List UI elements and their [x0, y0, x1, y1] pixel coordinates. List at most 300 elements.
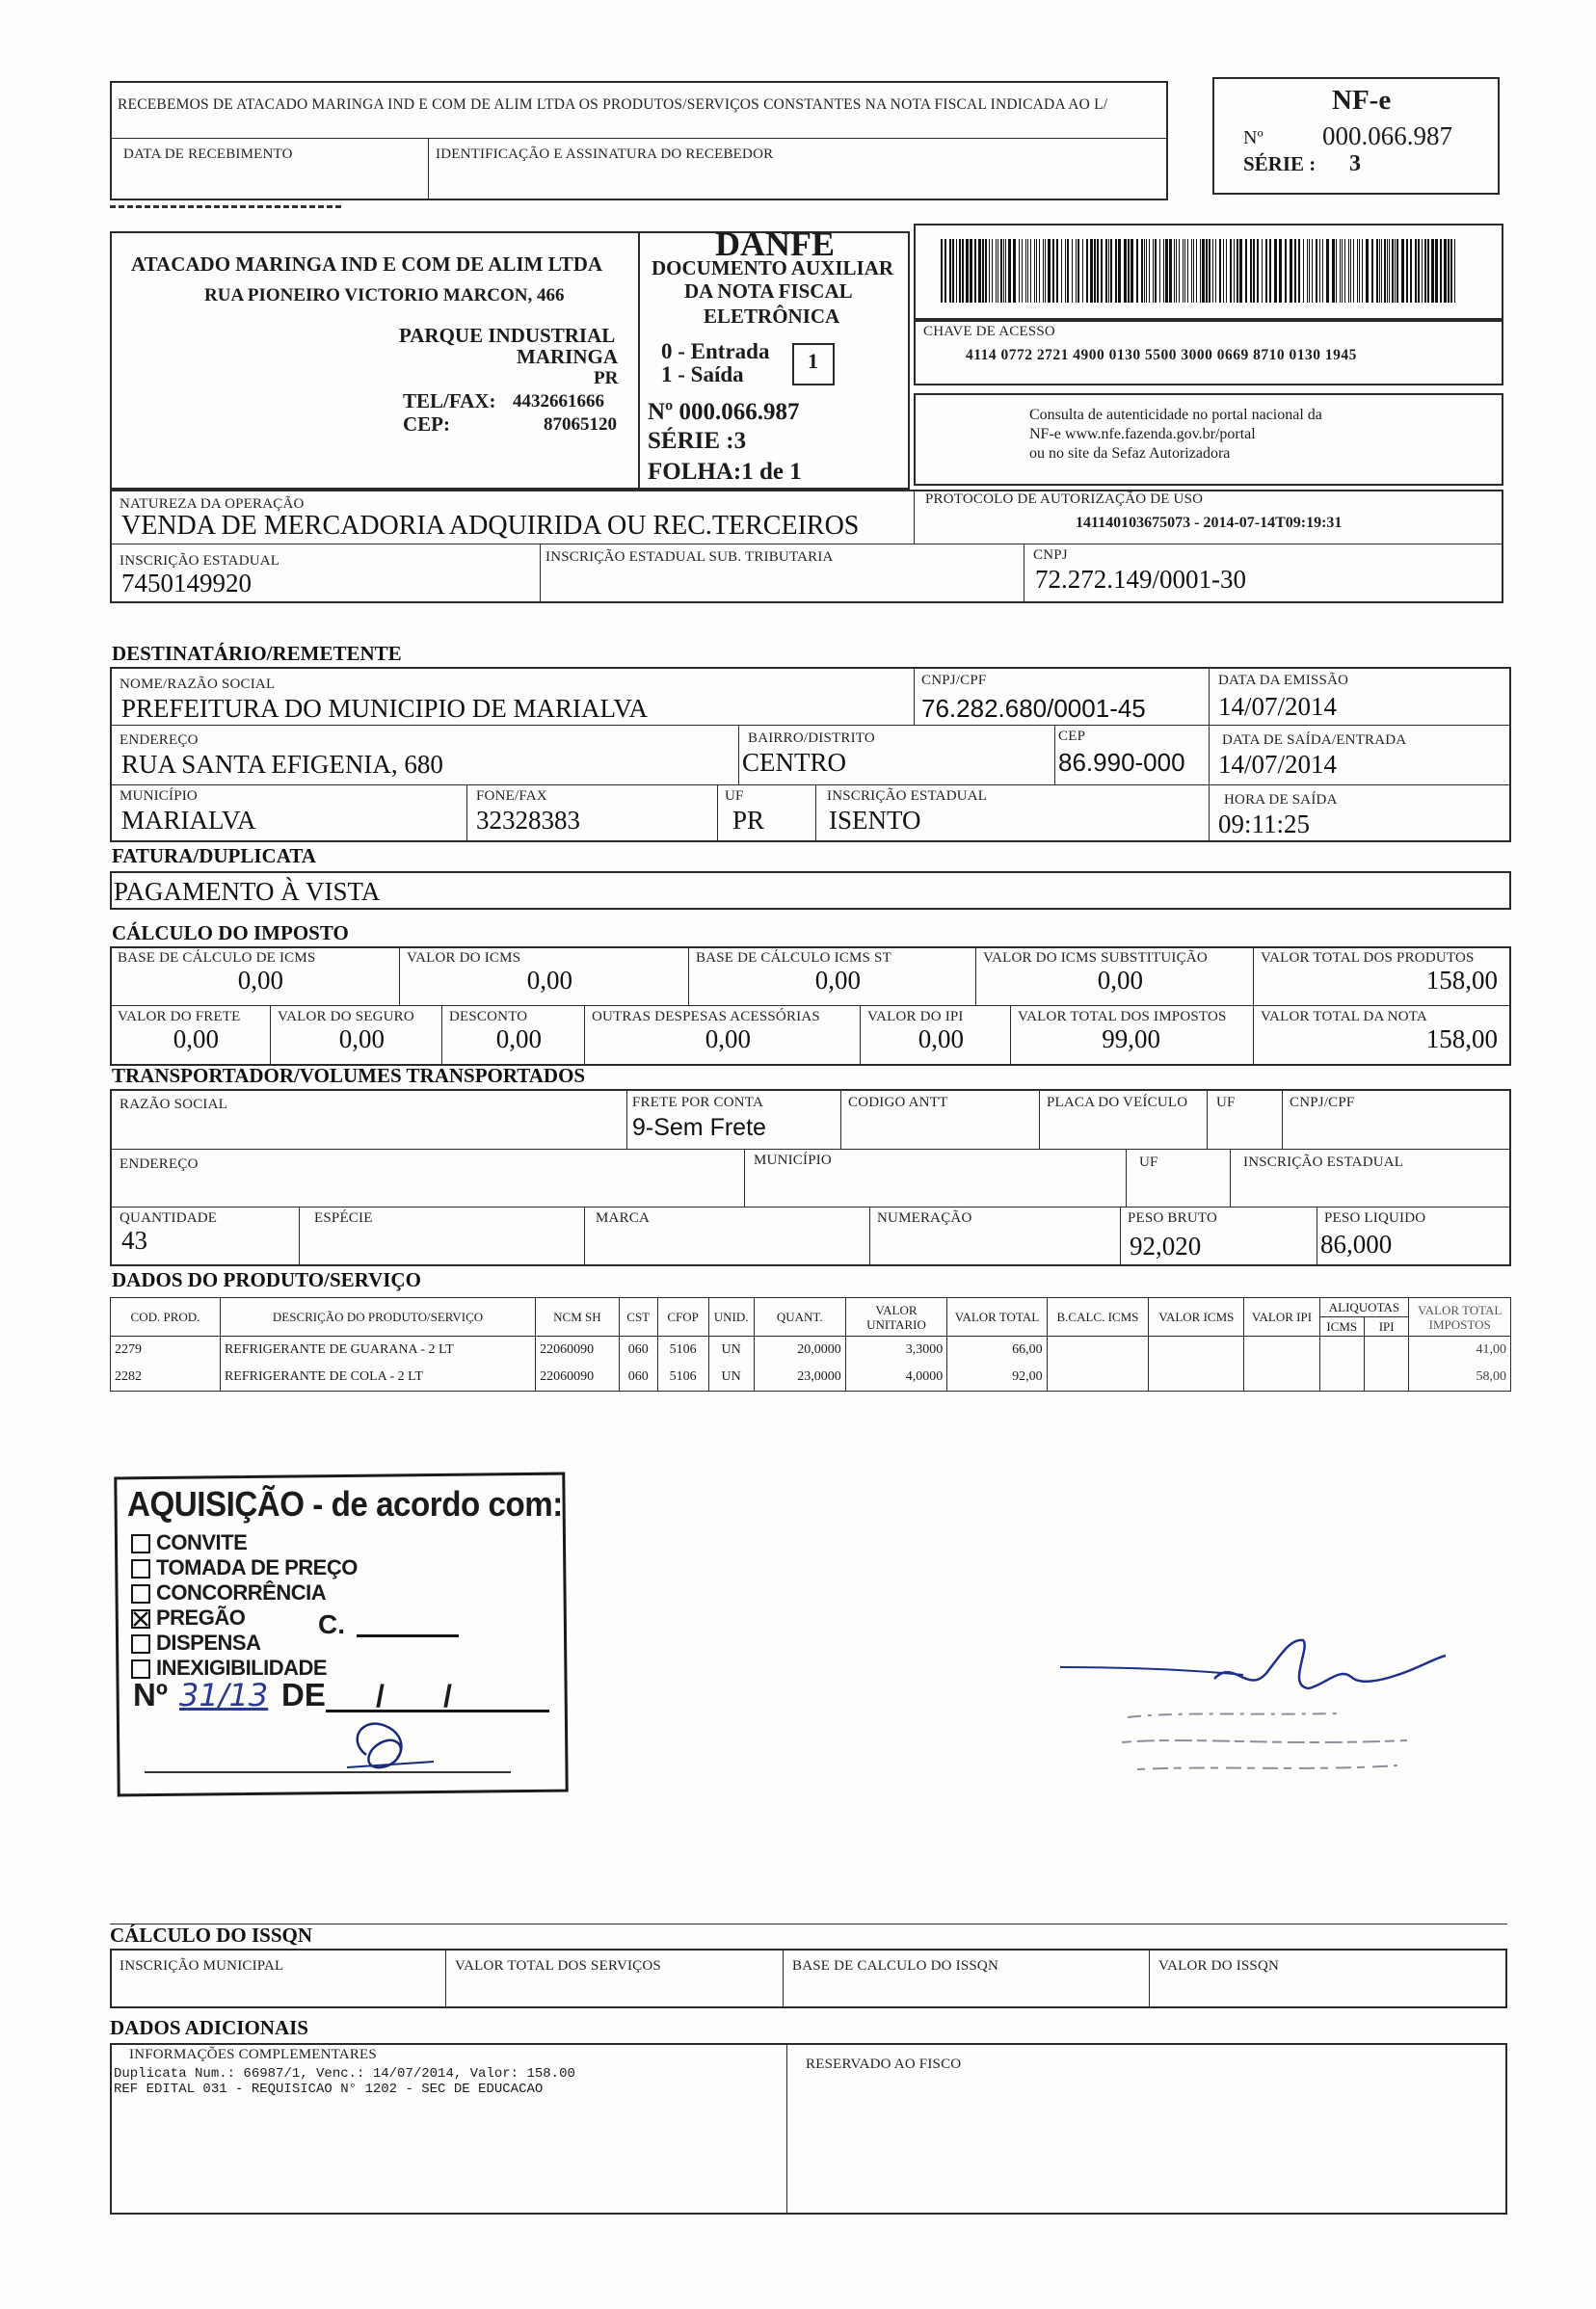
danfe-entrada: 0 - Entrada — [661, 339, 770, 363]
danfe-sub1: DOCUMENTO AUXILIAR — [652, 256, 894, 279]
imposto-r2-label-1: VALOR DO SEGURO — [278, 1009, 414, 1024]
transp-liquido-label: PESO LIQUIDO — [1324, 1210, 1426, 1226]
transp-qtd: 43 — [121, 1226, 147, 1255]
imposto-r2-value-1: 0,00 — [338, 1024, 385, 1053]
protocolo-label: PROTOCOLO DE AUTORIZAÇÃO DE USO — [925, 491, 1204, 507]
cell-cst: 060 — [619, 1364, 657, 1392]
cell-unid: UN — [708, 1337, 754, 1365]
dest-uf-label: UF — [725, 788, 744, 804]
imposto-r2-label-4: VALOR DO IPI — [867, 1009, 964, 1024]
barcode-bar — [1269, 239, 1271, 303]
th-vtotal: VALOR TOTAL — [947, 1298, 1047, 1337]
th-vicms: VALOR ICMS — [1149, 1298, 1244, 1337]
transporte-box — [110, 1089, 1511, 1266]
barcode-bar — [1353, 239, 1354, 303]
cell-vimp: 41,00 — [1409, 1337, 1511, 1365]
barcode-bar — [1444, 239, 1447, 303]
dest-saida-label: DATA DE SAÍDA/ENTRADA — [1222, 732, 1407, 748]
barcode-bar — [1027, 239, 1028, 303]
transp-cnpj-label: CNPJ/CPF — [1290, 1095, 1355, 1110]
destinatario-section: DESTINATÁRIO/REMETENTE — [112, 642, 402, 665]
barcode-bar — [1212, 239, 1213, 303]
barcode-bar — [1392, 239, 1394, 303]
barcode-bar — [1316, 239, 1317, 303]
dest-cep: 86.990-000 — [1058, 748, 1185, 777]
barcode-bar — [1454, 239, 1455, 303]
stamp-item-label: CONVITE — [156, 1530, 248, 1554]
cnpj-label: CNPJ — [1033, 547, 1068, 563]
cell-vicms — [1149, 1337, 1244, 1365]
cell-cod: 2282 — [111, 1364, 221, 1392]
nfe-numero: 000.066.987 — [1322, 121, 1452, 150]
barcode-bar — [1176, 239, 1177, 303]
ie-value: 7450149920 — [121, 569, 252, 597]
th-bcicms: B.CALC. ICMS — [1047, 1298, 1149, 1337]
th-aliq: ALIQUOTAS — [1319, 1298, 1409, 1317]
protocolo-value: 141140103675073 - 2014-07-14T09:19:31 — [1076, 515, 1343, 531]
barcode-bar — [1357, 239, 1358, 303]
barcode-bar — [1094, 239, 1096, 303]
barcode-bar — [1350, 239, 1351, 303]
barcode-bar — [1174, 239, 1175, 303]
imposto-r2-label-3: OUTRAS DESPESAS ACESSÓRIAS — [592, 1009, 820, 1024]
imposto-r1-label-1: VALOR DO ICMS — [407, 950, 521, 966]
stamp-item — [131, 1555, 358, 1580]
barcode-bar — [978, 239, 981, 303]
dest-endereco-label: ENDEREÇO — [120, 732, 199, 748]
transp-endereco-label: ENDEREÇO — [120, 1156, 199, 1172]
barcode-bar — [1366, 239, 1369, 303]
dest-municipio-label: MUNICÍPIO — [120, 788, 198, 804]
cell-cst: 060 — [619, 1337, 657, 1365]
barcode-bar — [1155, 239, 1157, 303]
th-vunit: VALOR UNITARIO — [845, 1298, 947, 1337]
barcode-bar — [1427, 239, 1429, 303]
checkbox-icon — [131, 1634, 150, 1654]
barcode-bar — [1193, 239, 1194, 303]
barcode-bar — [962, 239, 964, 303]
transp-ie-label: INSCRIÇÃO ESTADUAL — [1243, 1154, 1404, 1170]
barcode-bar — [1067, 239, 1069, 303]
cell-vipi — [1244, 1337, 1319, 1365]
barcode-bar — [1130, 239, 1133, 303]
cell-ncm: 22060090 — [536, 1364, 620, 1392]
imposto-r1-value-2: 0,00 — [814, 966, 861, 995]
stamp-item-label: CONCORRÊNCIA — [156, 1580, 327, 1605]
adicionais-section: DADOS ADICIONAIS — [110, 2016, 308, 2039]
barcode-bar — [1052, 239, 1054, 303]
barcode-bar — [974, 239, 976, 303]
barcode-bar — [1253, 239, 1255, 303]
barcode-bar — [1118, 239, 1121, 303]
barcode-bar — [1153, 239, 1154, 303]
barcode-bar — [1184, 239, 1185, 303]
imposto-r2-value-0: 0,00 — [173, 1024, 219, 1053]
barcode-bar — [1097, 239, 1099, 303]
barcode-bar — [1431, 239, 1434, 303]
barcode-bar — [949, 239, 951, 303]
barcode-bar — [1202, 239, 1205, 303]
barcode-bar — [1450, 239, 1452, 303]
fisco-label: RESERVADO AO FISCO — [806, 2057, 962, 2072]
transp-numeracao-label: NUMERAÇÃO — [877, 1210, 972, 1226]
barcode-bar — [1183, 239, 1184, 303]
barcode-bar — [1371, 239, 1373, 303]
barcode-bar — [1076, 239, 1077, 303]
stamp-no-value: 31/13 — [179, 1677, 269, 1713]
th-quant: QUANT. — [754, 1298, 845, 1337]
th-cst: CST — [619, 1298, 657, 1337]
danfe-serie: SÉRIE :3 — [648, 428, 747, 454]
dest-fone: 32328383 — [476, 806, 580, 835]
canhoto-recebemos-text: RECEBEMOS DE ATACADO MARINGA IND E COM DE ALIM LTDA OS PRODUTOS/SERVIÇOS CONSTANTES NA NOTA FISCAL INDICADA AO L/ — [118, 96, 1108, 113]
barcode-bar — [1159, 239, 1160, 303]
barcode-bar — [1019, 239, 1020, 303]
transp-uf2-label: UF — [1139, 1154, 1158, 1170]
barcode-bar — [1223, 239, 1224, 303]
barcode-bar — [1065, 239, 1066, 303]
barcode-bar — [1435, 239, 1438, 303]
barcode-bar — [1144, 239, 1145, 303]
cell-vtotal: 92,00 — [947, 1364, 1047, 1392]
th-aliq-ipi: IPI — [1364, 1317, 1408, 1337]
dest-cnpj-label: CNPJ/CPF — [921, 673, 987, 688]
th-aliq-icms: ICMS — [1319, 1317, 1364, 1337]
barcode-bar — [1034, 239, 1035, 303]
barcode-bar — [1312, 239, 1313, 303]
cell-desc: REFRIGERANTE DE COLA - 2 LT — [220, 1364, 535, 1392]
barcode-bar — [1146, 239, 1147, 303]
barcode-bar — [1045, 239, 1046, 303]
dest-bairro-label: BAIRRO/DISTRITO — [748, 730, 875, 746]
stamp-item — [131, 1580, 358, 1606]
barcode-bar — [1061, 239, 1062, 303]
cell-quant: 20,0000 — [754, 1337, 845, 1365]
cell-bcicms — [1047, 1364, 1149, 1392]
emitente-cep: 87065120 — [544, 414, 617, 435]
barcode-bar — [1200, 239, 1201, 303]
barcode-bar — [1326, 239, 1329, 303]
cell-vunit: 3,3000 — [845, 1337, 947, 1365]
info-line2: REF EDITAL 031 - REQUISICAO N° 1202 - SEC DE EDUCACAO — [114, 2082, 544, 2097]
barcode-bar — [1043, 239, 1044, 303]
issqn-servicos-label: VALOR TOTAL DOS SERVIÇOS — [455, 1958, 661, 1974]
cell-unid: UN — [708, 1364, 754, 1392]
dest-cnpj: 76.282.680/0001-45 — [921, 694, 1146, 723]
barcode-bar — [1219, 239, 1221, 303]
cnpj-value: 72.272.149/0001-30 — [1035, 565, 1246, 594]
checked-box-icon — [131, 1609, 150, 1629]
barcode-bar — [1039, 239, 1040, 303]
dest-bairro: CENTRO — [742, 748, 846, 777]
danfe-numero: Nº 000.066.987 — [648, 399, 800, 425]
danfe-tipo: 1 — [808, 349, 818, 373]
barcode-bar — [1440, 239, 1442, 303]
stamp-item-label: PREGÃO — [156, 1606, 246, 1630]
transp-liquido: 86,000 — [1320, 1230, 1393, 1259]
danfe-sub3: ELETRÔNICA — [704, 305, 840, 328]
barcode-bar — [1124, 239, 1127, 303]
checkbox-icon — [131, 1584, 150, 1604]
dest-saida: 14/07/2014 — [1218, 750, 1338, 779]
cell-aicms — [1319, 1337, 1364, 1365]
barcode-bar — [1196, 239, 1197, 303]
fatura-section: FATURA/DUPLICATA — [112, 844, 316, 867]
cell-aipi — [1364, 1364, 1408, 1392]
barcode-bar — [1105, 239, 1107, 303]
barcode-bar — [1359, 239, 1360, 303]
barcode-bar — [1179, 239, 1180, 303]
barcode-bar — [1072, 239, 1073, 303]
stamp-item-label: INEXIGIBILIDADE — [156, 1656, 328, 1680]
barcode-bar — [1422, 239, 1423, 303]
barcode-bar — [1389, 239, 1390, 303]
cell-vipi — [1244, 1364, 1319, 1392]
barcode-bar — [966, 239, 969, 303]
barcode-bar — [1262, 239, 1263, 303]
barcode-bar — [1206, 239, 1208, 303]
cell-aicms — [1319, 1364, 1364, 1392]
barcode-bar — [1191, 239, 1192, 303]
th-cod: COD. PROD. — [111, 1298, 221, 1337]
barcode — [941, 239, 1461, 303]
barcode-bar — [1401, 239, 1404, 303]
barcode-bar — [989, 239, 990, 303]
barcode-bar — [1319, 239, 1320, 303]
emitente-tel-label: TEL/FAX: — [403, 389, 496, 412]
barcode-bar — [1348, 239, 1349, 303]
cell-quant: 23,0000 — [754, 1364, 845, 1392]
ie-st-label: INSCRIÇÃO ESTADUAL SUB. TRIBUTARIA — [545, 549, 834, 565]
dest-nome-label: NOME/RAZÃO SOCIAL — [120, 677, 276, 692]
barcode-bar — [1309, 239, 1310, 303]
barcode-bar — [1003, 239, 1004, 303]
emitente-tel: 4432661666 — [513, 391, 604, 411]
dest-cep-label: CEP — [1058, 729, 1086, 744]
cell-vtotal: 66,00 — [947, 1337, 1047, 1365]
emitente-endereco: RUA PIONEIRO VICTORIO MARCON, 466 — [204, 285, 565, 305]
barcode-bar — [1013, 239, 1016, 303]
operacao-box — [110, 490, 1503, 603]
emitente-uf: PR — [594, 368, 619, 388]
stamp-title: AQUISIÇÃO - de acordo com: — [127, 1484, 563, 1524]
consulta-line2: NF-e www.nfe.fazenda.gov.br/portal — [1029, 426, 1256, 442]
imposto-r1-label-0: BASE DE CÁLCULO DE ICMS — [118, 950, 316, 966]
issqn-base-label: BASE DE CALCULO DO ISSQN — [792, 1958, 998, 1974]
barcode-bar — [1265, 239, 1267, 303]
barcode-bar — [944, 239, 946, 303]
barcode-bar — [1250, 239, 1252, 303]
barcode-bar — [1387, 239, 1388, 303]
barcode-bar — [1406, 239, 1408, 303]
barcode-bar — [1257, 239, 1259, 303]
imposto-r2-label-0: VALOR DO FRETE — [118, 1009, 241, 1024]
barcode-bar — [1090, 239, 1093, 303]
produtos-section: DADOS DO PRODUTO/SERVIÇO — [112, 1268, 421, 1291]
table-row — [111, 1337, 1511, 1365]
fatura-text: PAGAMENTO À VISTA — [114, 877, 381, 906]
barcode-bar — [1290, 239, 1292, 303]
transp-antt-label: CODIGO ANTT — [848, 1095, 948, 1110]
th-ncm: NCM SH — [536, 1298, 620, 1337]
cell-bcicms — [1047, 1337, 1149, 1365]
th-desc: DESCRIÇÃO DO PRODUTO/SERVIÇO — [220, 1298, 535, 1337]
barcode-bar — [1048, 239, 1051, 303]
nfe-serie: 3 — [1349, 151, 1361, 176]
stamp-date-slash2: / — [443, 1679, 452, 1713]
imposto-r2-value-6: 158,00 — [1425, 1024, 1498, 1053]
stamp-de-label: DE — [281, 1677, 326, 1712]
consulta-line1: Consulta de autenticidade no portal nacional da — [1029, 407, 1322, 423]
imposto-r2-value-5: 99,00 — [1102, 1024, 1160, 1053]
dest-hora-label: HORA DE SAÍDA — [1224, 792, 1338, 808]
issqn-valor-label: VALOR DO ISSQN — [1158, 1958, 1280, 1974]
issqn-im-label: INSCRIÇÃO MUNICIPAL — [120, 1958, 284, 1974]
stamp-bottom-line — [145, 1771, 511, 1773]
danfe-title: DANFE — [715, 225, 835, 263]
stamp-c-label: C. — [318, 1609, 345, 1639]
transp-especie-label: ESPÉCIE — [314, 1210, 373, 1226]
table-row — [111, 1364, 1511, 1392]
barcode-bar — [1226, 239, 1227, 303]
transp-uf-label: UF — [1216, 1095, 1236, 1110]
transp-frete: 9-Sem Frete — [632, 1114, 766, 1141]
cell-vimp: 58,00 — [1409, 1364, 1511, 1392]
barcode-bar — [1342, 239, 1343, 303]
cell-cod: 2279 — [111, 1337, 221, 1365]
barcode-bar — [1279, 239, 1282, 303]
barcode-bar — [1005, 239, 1006, 303]
barcode-bar — [1022, 239, 1023, 303]
imposto-r2-label-2: DESCONTO — [449, 1009, 528, 1024]
danfe-folha: FOLHA:1 de 1 — [648, 459, 802, 485]
checkbox-icon — [131, 1559, 150, 1579]
barcode-bar — [1379, 239, 1380, 303]
dest-nome: PREFEITURA DO MUNICIPIO DE MARIALVA — [121, 694, 649, 723]
barcode-bar — [959, 239, 961, 303]
emitente-nome: ATACADO MARINGA IND E COM DE ALIM LTDA — [131, 252, 603, 276]
barcode-bar — [1285, 239, 1287, 303]
dest-hora: 09:11:25 — [1218, 809, 1311, 838]
barcode-bar — [1108, 239, 1109, 303]
cell-aipi — [1364, 1337, 1408, 1365]
barcode-bar — [982, 239, 984, 303]
dest-emissao-label: DATA DA EMISSÃO — [1218, 673, 1349, 688]
emitente-cidade: MARINGA — [517, 345, 618, 368]
barcode-bar — [1234, 239, 1235, 303]
dest-ie-label: INSCRIÇÃO ESTADUAL — [827, 788, 988, 804]
barcode-bar — [1077, 239, 1079, 303]
danfe-saida: 1 - Saída — [661, 362, 744, 386]
barcode-bar — [1381, 239, 1382, 303]
barcode-bar — [996, 239, 997, 303]
transp-qtd-label: QUANTIDADE — [120, 1210, 218, 1226]
barcode-bar — [1418, 239, 1420, 303]
faded-stamp — [1118, 1698, 1426, 1804]
info-line1: Duplicata Num.: 66987/1, Venc.: 14/07/2014, Valor: 158.00 — [114, 2066, 575, 2082]
imposto-r1-value-0: 0,00 — [237, 966, 283, 995]
transporte-section: TRANSPORTADOR/VOLUMES TRANSPORTADOS — [112, 1064, 586, 1087]
transp-marca-label: MARCA — [596, 1210, 651, 1226]
stamp-item-label: TOMADA DE PREÇO — [156, 1555, 358, 1579]
stamp-no-label: Nº — [133, 1677, 168, 1712]
barcode-bar — [985, 239, 987, 303]
imposto-r1-label-3: VALOR DO ICMS SUBSTITUIÇÃO — [983, 950, 1208, 966]
imposto-r2-label-5: VALOR TOTAL DOS IMPOSTOS — [1018, 1009, 1227, 1024]
barcode-bar — [1082, 239, 1083, 303]
barcode-bar — [992, 239, 993, 303]
transp-bruto: 92,020 — [1130, 1232, 1202, 1261]
ie-label: INSCRIÇÃO ESTADUAL — [120, 553, 280, 569]
imposto-section: CÁLCULO DO IMPOSTO — [112, 921, 349, 944]
barcode-bar — [1384, 239, 1386, 303]
dest-ie: ISENTO — [829, 806, 921, 835]
data-recebimento-label: DATA DE RECEBIMENTO — [123, 146, 293, 162]
emitente-bairro: PARQUE INDUSTRIAL — [399, 324, 616, 347]
barcode-bar — [1332, 239, 1335, 303]
barcode-bar — [1128, 239, 1130, 303]
nfe-title: NF-e — [1332, 85, 1392, 116]
imposto-r1-value-1: 0,00 — [526, 966, 572, 995]
barcode-bar — [941, 239, 943, 303]
barcode-bar — [1239, 239, 1242, 303]
imposto-r2-value-3: 0,00 — [705, 1024, 751, 1053]
barcode-bar — [1395, 239, 1396, 303]
imposto-r1-value-3: 0,00 — [1097, 966, 1143, 995]
stamp-items — [131, 1530, 358, 1681]
barcode-bar — [1165, 239, 1168, 303]
imposto-r2-value-2: 0,00 — [495, 1024, 542, 1053]
dest-emissao: 14/07/2014 — [1218, 692, 1338, 721]
natureza-label: NATUREZA DA OPERAÇÃO — [120, 496, 305, 512]
barcode-bar — [1298, 239, 1300, 303]
th-cfop: CFOP — [657, 1298, 708, 1337]
imposto-r2-label-6: VALOR TOTAL DA NOTA — [1261, 1009, 1427, 1024]
stamp-item-label: DISPENSA — [156, 1631, 261, 1655]
imposto-r1-value-4: 158,00 — [1425, 966, 1498, 995]
barcode-bar — [1336, 239, 1337, 303]
stamp-c-line — [357, 1634, 459, 1637]
chave-label: CHAVE DE ACESSO — [923, 324, 1055, 339]
nfe-numero-label: Nº — [1243, 127, 1264, 148]
barcode-bar — [1025, 239, 1026, 303]
nfe-serie-label: SÉRIE : — [1243, 152, 1317, 175]
natureza-value: VENDA DE MERCADORIA ADQUIRIDA OU REC.TERCEIROS — [121, 511, 860, 541]
checkbox-icon — [131, 1534, 150, 1553]
barcode-bar — [1376, 239, 1378, 303]
dest-municipio: MARIALVA — [121, 806, 256, 835]
barcode-bar — [1215, 239, 1216, 303]
dest-fone-label: FONE/FAX — [476, 788, 547, 804]
barcode-bar — [1030, 239, 1031, 303]
th-unid: UNID. — [708, 1298, 754, 1337]
barcode-bar — [1396, 239, 1398, 303]
info-label: INFORMAÇÕES COMPLEMENTARES — [129, 2047, 377, 2062]
stamp-item — [131, 1530, 358, 1555]
cell-cfop: 5106 — [657, 1337, 708, 1365]
barcode-bar — [1086, 239, 1088, 303]
barcode-bar — [1110, 239, 1112, 303]
transp-razao-label: RAZÃO SOCIAL — [120, 1097, 227, 1112]
dest-uf: PR — [732, 806, 765, 835]
stamp-date-slash1: / — [376, 1679, 385, 1713]
barcode-bar — [1410, 239, 1412, 303]
chave-value: 4114 0772 2721 4900 0130 5500 3000 0669 8710 0130 1945 — [966, 347, 1357, 363]
barcode-bar — [1163, 239, 1164, 303]
barcode-bar — [1169, 239, 1172, 303]
imposto-r1-label-2: BASE DE CÁLCULO ICMS ST — [696, 950, 891, 966]
th-vipi: VALOR IPI — [1244, 1298, 1319, 1337]
